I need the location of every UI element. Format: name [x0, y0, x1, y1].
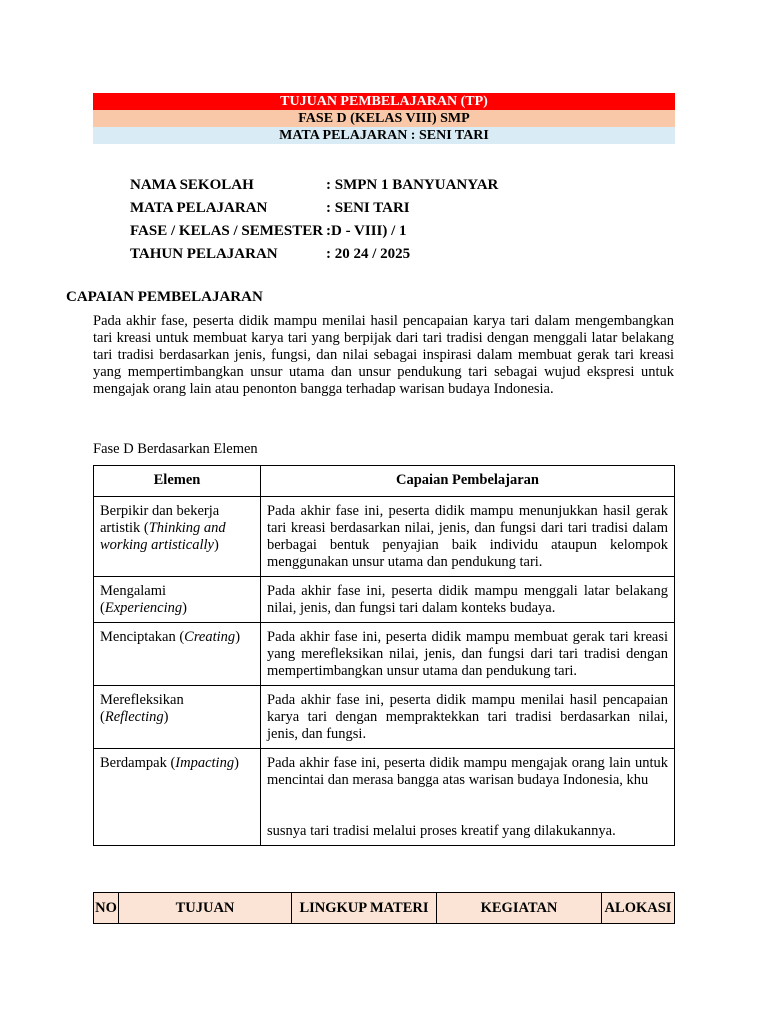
elemen-table — [93, 465, 675, 846]
fase-label: Fase D Berdasarkan Elemen — [93, 441, 258, 457]
elemen-cell: Menciptakan (Creating) — [94, 623, 261, 686]
info-value: : SMPN 1 BANYUANYAR — [326, 177, 499, 193]
header-capaian: Capaian Pembelajaran — [261, 466, 675, 497]
header-lingkup-materi: LINGKUP MATERI — [292, 893, 437, 924]
capaian-paragraph: Pada akhir fase, peserta didik mampu menilai hasil pencapaian karya tari dalam mengembangkan tari kreasi untuk membuat karya tari yang berpijak dari tari tradisi dengan menggali latar belakang tari tradisi berdasarkan jenis, fungsi, dan nilai sebagai inspirasi dalam membuat gerak tari kreasi yang mempertimbangkan unsur utama dan unsur pendukung tari sebagai wujud ekspresi untuk mengajak orang lain atau penonton bangga terhadap warisan budaya Indonesia. — [93, 313, 674, 397]
capaian-cell: Pada akhir fase ini, peserta didik mampu menggali latar belakang nilai, jenis, dan fungsi tari dalam konteks budaya. — [261, 577, 675, 623]
table-row — [94, 497, 675, 577]
info-label: NAMA SEKOLAH — [130, 177, 254, 193]
capaian-cell: Pada akhir fase ini, peserta didik mampu menilai hasil pencapaian karya tari dengan mempraktekkan tari tradisi berdasarkan nilai, jenis, dan fungsi. — [261, 686, 675, 749]
elemen-cell: Merefleksikan (Reflecting) — [94, 686, 261, 749]
capaian-cell: Pada akhir fase ini, peserta didik mampu menunjukkan hasil gerak tari kreasi berdasarkan nilai, jenis, dan fungsi dari tari tradisi dalam berbagai bentuk penyajian baik individu ataupun kelompok menggunakan unsur utama dan pendukung tari. — [261, 497, 675, 577]
phase-banner: FASE D (KELAS VIII) SMP — [93, 110, 675, 127]
info-value: :D - VIII) / 1 — [326, 223, 407, 239]
info-value: : SENI TARI — [326, 200, 410, 216]
table-row — [94, 749, 675, 846]
capaian-heading: CAPAIAN PEMBELAJARAN — [66, 289, 263, 305]
subject-banner: MATA PELAJARAN : SENI TARI — [93, 127, 675, 144]
table-row — [94, 577, 675, 623]
elemen-cell: Mengalami (Experiencing) — [94, 577, 261, 623]
document-title: TUJUAN PEMBELAJARAN (TP) — [93, 93, 675, 110]
info-label: MATA PELAJARAN — [130, 200, 268, 216]
tujuan-table — [93, 892, 675, 924]
info-value: : 20 24 / 2025 — [326, 246, 411, 262]
capaian-text-continued: susnya tari tradisi melalui proses kreatif yang dilakukannya. — [267, 823, 616, 839]
elemen-cell: Berdampak (Impacting) — [94, 749, 261, 846]
header-kegiatan: KEGIATAN — [437, 893, 602, 924]
elemen-cell: Berpikir dan bekerja artistik (Thinking and working artistically) — [94, 497, 261, 577]
header-elemen: Elemen — [94, 466, 261, 497]
info-label: FASE / KELAS / SEMESTER — [130, 223, 324, 239]
capaian-cell: Pada akhir fase ini, peserta didik mampu membuat gerak tari kreasi yang merefleksikan nilai, jenis, dan fungsi dari tari tradisi dengan mempertimbangkan unsur utama dan pendukung tari. — [261, 623, 675, 686]
capaian-cell — [261, 749, 675, 846]
info-label: TAHUN PELAJARAN — [130, 246, 278, 262]
table-row — [94, 623, 675, 686]
table-header-row — [94, 466, 675, 497]
table-row — [94, 686, 675, 749]
table-header-row — [94, 893, 675, 924]
header-no: NO — [94, 893, 119, 924]
header-alokasi: ALOKASI — [602, 893, 675, 924]
header-tujuan: TUJUAN — [119, 893, 292, 924]
capaian-text: Pada akhir fase ini, peserta didik mampu mengajak orang lain untuk mencintai dan merasa bangga atas warisan budaya Indonesia, khu — [267, 755, 668, 788]
